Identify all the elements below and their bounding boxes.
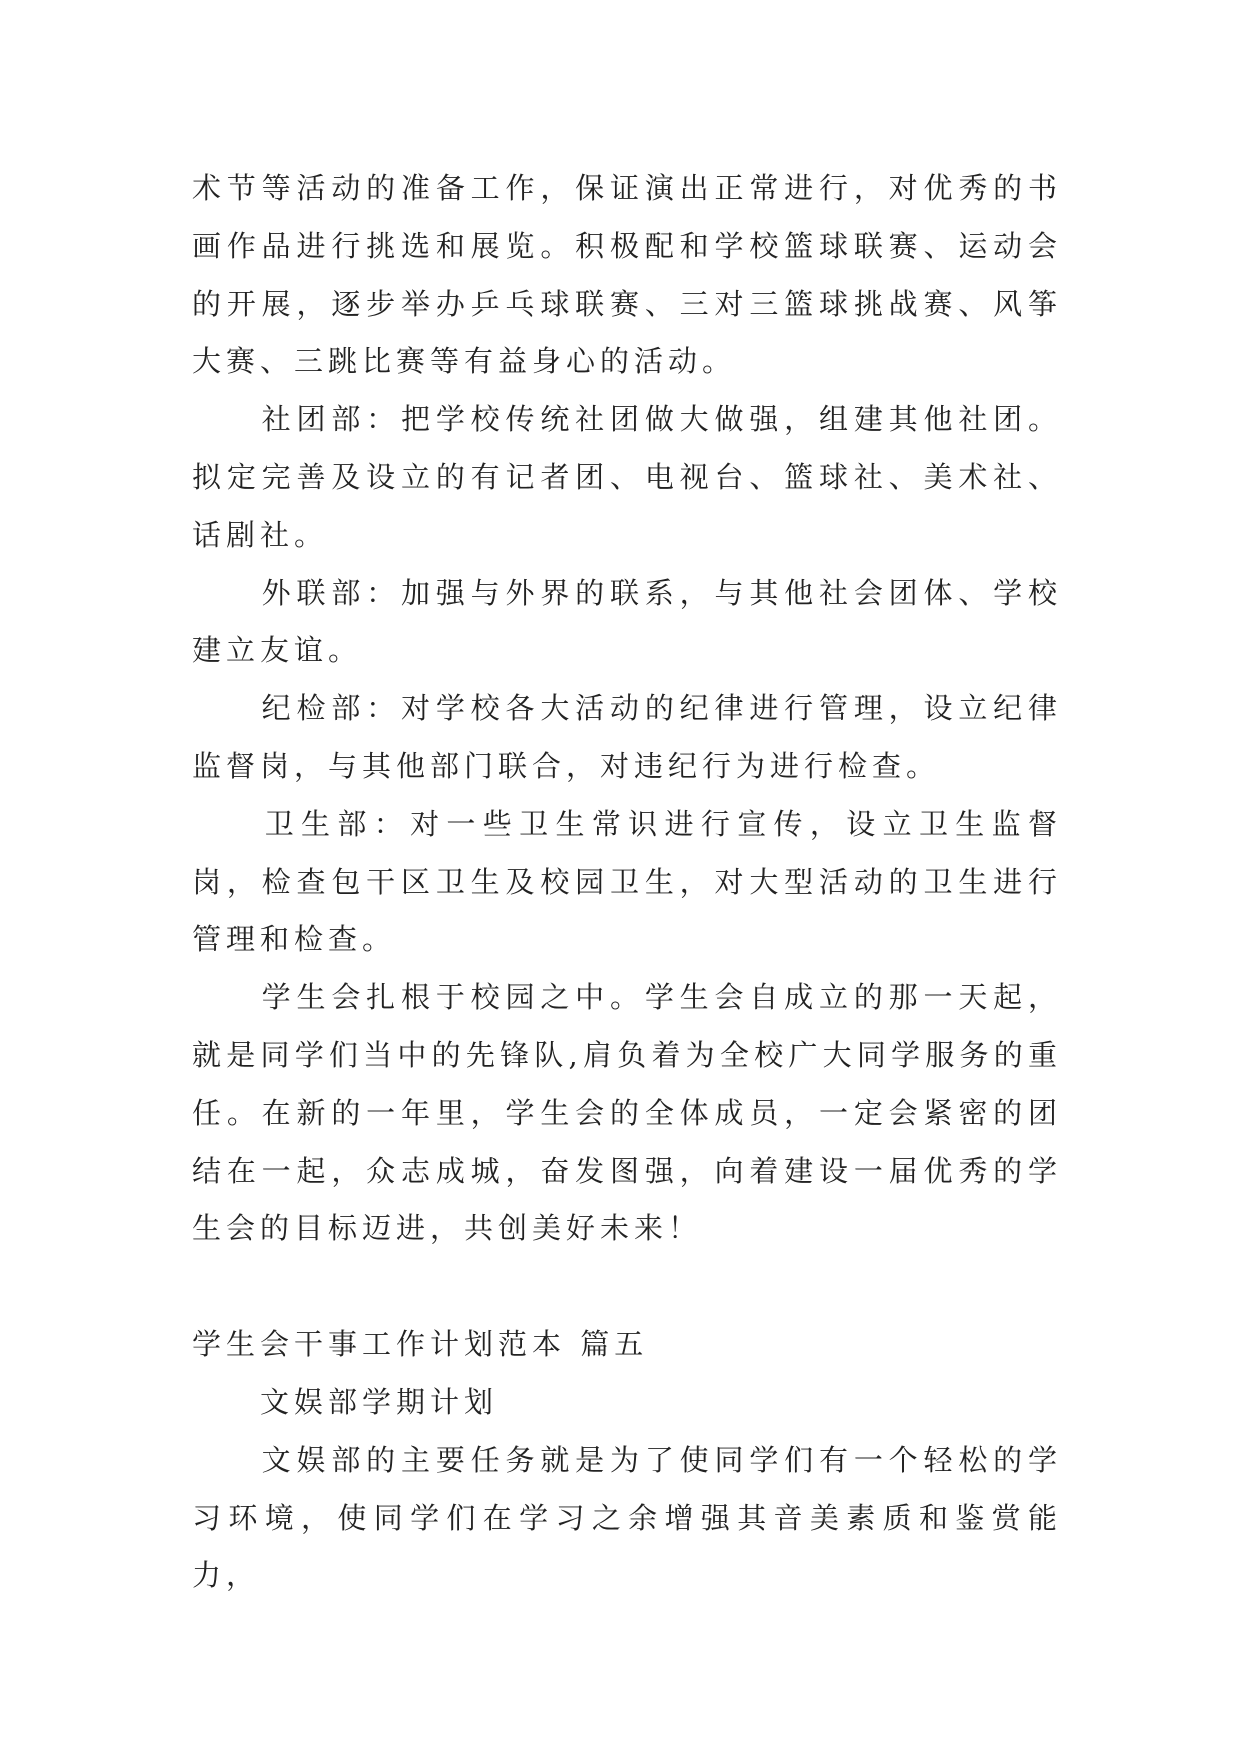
section-paragraph-entertainment: 文娱部的主要任务就是为了使同学们有一个轻松的学习环境，使同学们在学习之余增强其音美素质和鉴赏能力， <box>192 1442 1062 1593</box>
paragraph-arts-activities: 术节等活动的准备工作，保证演出正常进行，对优秀的书画作品进行挑选和展览。积极配和学校篮球联赛、运动会的开展，逐步举办乒乓球联赛、三对三篮球挑战赛、风筝大赛、三跳比赛等有益身心的活动。 <box>192 171 1062 379</box>
section-subtitle: 文娱部学期计划 <box>192 1384 499 1419</box>
document-body <box>192 160 1062 1605</box>
paragraph-discipline-department: 纪检部：对学校各大活动的纪律进行管理，设立纪律监督岗，与其他部门联合，对违纪行为进行检查。 <box>192 691 1062 783</box>
section-spacer <box>192 1258 1062 1316</box>
section-heading: 学生会干事工作计划范本 篇五 <box>192 1327 649 1362</box>
paragraph-health-department: 卫生部：对一些卫生常识进行宣传，设立卫生监督岗，检查包干区卫生及校园卫生，对大型活动的卫生进行管理和检查。 <box>192 806 1062 957</box>
paragraph-club-department: 社团部：把学校传统社团做大做强，组建其他社团。拟定完善及设立的有记者团、电视台、篮球社、美术社、话剧社。 <box>192 402 1062 552</box>
paragraph-external-relations: 外联部：加强与外界的联系，与其他社会团体、学校建立友谊。 <box>192 575 1062 668</box>
paragraph-student-union-summary: 学生会扎根于校园之中。学生会自成立的那一天起，就是同学们当中的先锋队,肩负着为全校广大同学服务的重任。在新的一年里，学生会的全体成员，一定会紧密的团结在一起，众志成城，奋发图强，向着建设一届优秀的学生会的目标迈进，共创美好未来！ <box>192 980 1062 1246</box>
